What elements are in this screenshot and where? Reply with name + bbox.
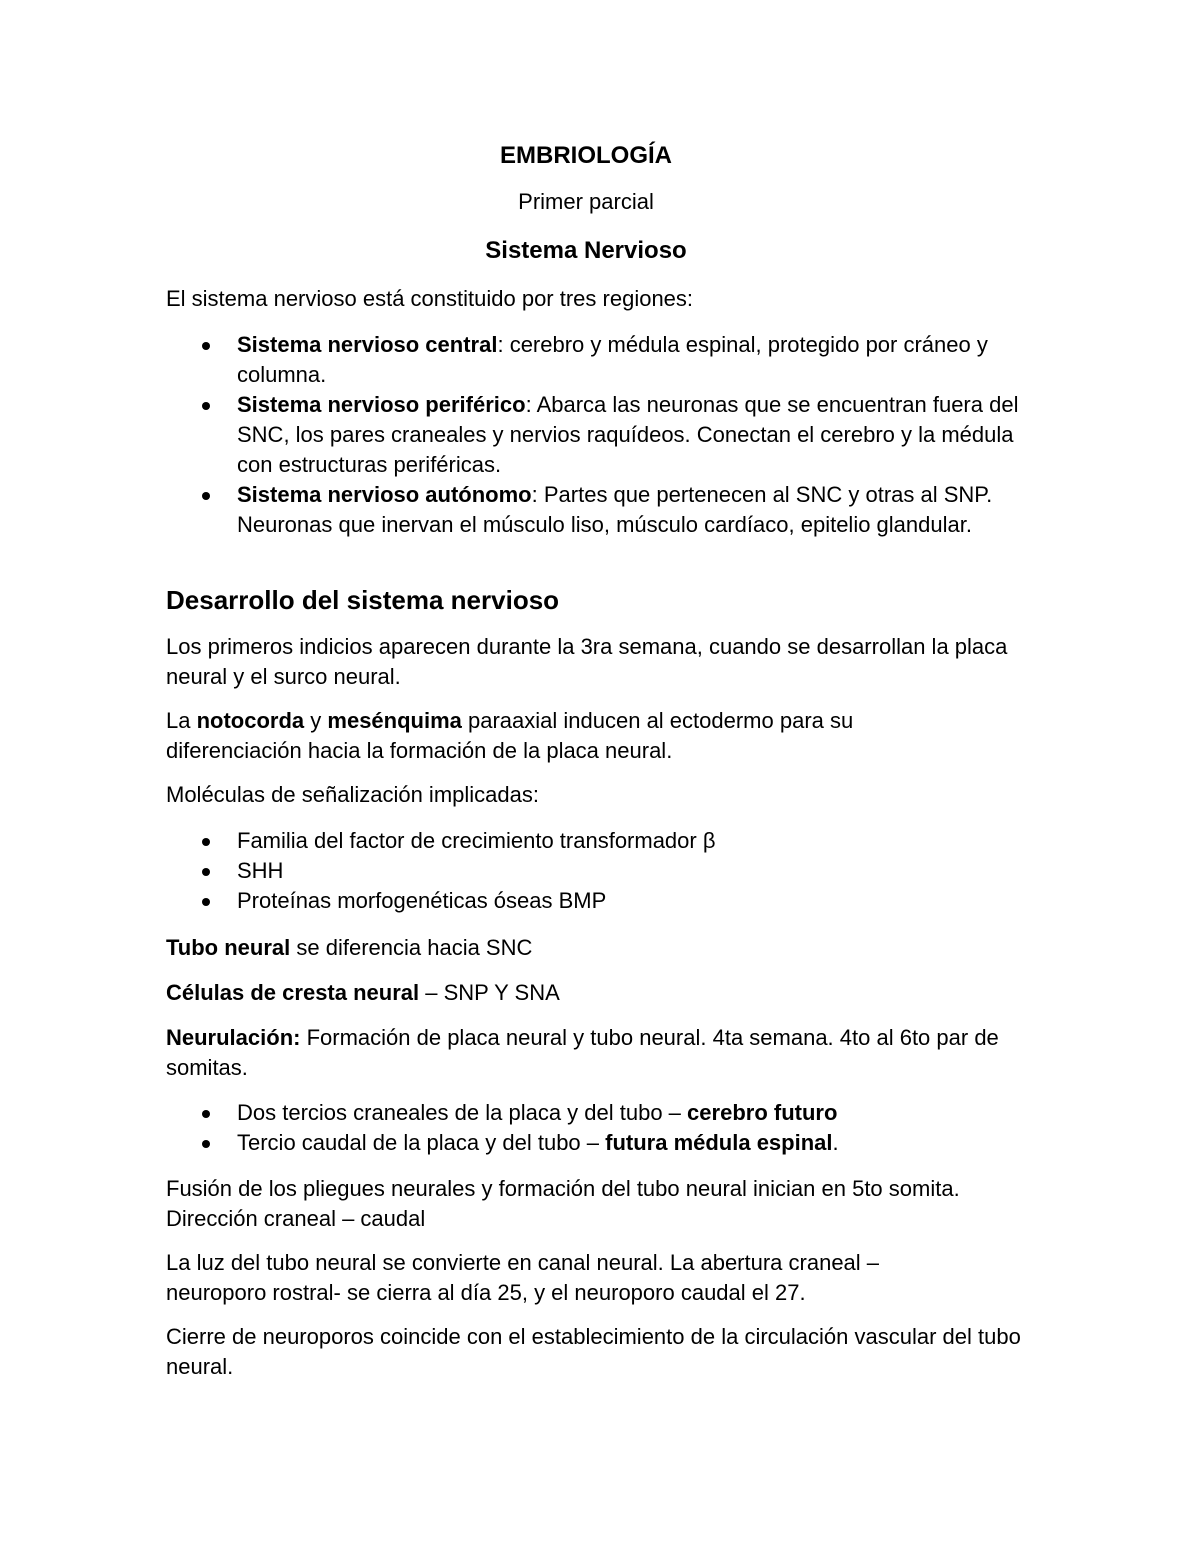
paragraph-moleculas: Moléculas de señalización implicadas: <box>166 782 539 807</box>
bullet-icon <box>202 402 210 410</box>
bullet-icon <box>202 838 210 846</box>
list-item: Dos tercios craneales de la placa y del tubo – cerebro futuro <box>166 1098 1036 1128</box>
bullet-icon <box>202 898 210 906</box>
section-heading-sistema-nervioso: Sistema Nervioso <box>485 237 687 264</box>
list-item: Sistema nervioso periférico: Abarca las neuronas que se encuentran fuera del SNC, los pares craneales y nervios raquídeos. Conectan el cerebro y la médula con estructuras periféricas. <box>166 390 1036 480</box>
list-item: Proteínas morfogenéticas óseas BMP <box>166 886 1036 916</box>
intro-paragraph: El sistema nervioso está constituido por tres regiones: <box>166 286 694 311</box>
paragraph-primeros-indicios: Los primeros indicios aparecen durante la 3ra semana, cuando se desarrollan la placa neural y el surco neural. <box>166 634 1008 689</box>
bullet-icon <box>202 868 210 876</box>
bullet-icon <box>202 492 210 500</box>
region-text: Abarca las neuronas que se encuentran fuera del SNC, los pares craneales y nervios raquídeos. Conectan el cerebro y la médula con estructuras periféricas. <box>237 392 1019 477</box>
region-term: Sistema nervioso autónomo <box>237 482 532 507</box>
region-text: cerebro y médula espinal, protegido por cráneo y columna. <box>237 332 988 387</box>
list-item: Tercio caudal de la placa y del tubo – futura médula espinal. <box>166 1128 1036 1158</box>
list-item: Sistema nervioso autónomo: Partes que pertenecen al SNC y otras al SNP. Neuronas que inervan el músculo liso, músculo cardíaco, epitelio glandular. <box>166 480 1036 540</box>
bullet-icon <box>202 1110 210 1118</box>
paragraph-cierre-neuroporos: Cierre de neuroporos coincide con el establecimiento de la circulación vascular del tubo neural. <box>166 1324 1021 1379</box>
bullet-icon <box>202 1140 210 1148</box>
section-heading-desarrollo: Desarrollo del sistema nervioso <box>166 585 560 615</box>
list-item: Familia del factor de crecimiento transformador β <box>166 826 1036 856</box>
paragraph-tubo-neural: Tubo neural se diferencia hacia SNC <box>166 935 533 960</box>
document-title: EMBRIOLOGÍA <box>500 142 672 169</box>
paragraph-notocorda: La notocorda y mesénquima paraaxial inducen al ectodermo para su diferenciación hacia la formación de la placa neural. <box>166 708 854 763</box>
list-item: SHH <box>166 856 1036 886</box>
paragraph-celulas-cresta: Células de cresta neural – SNP Y SNA <box>166 980 560 1005</box>
paragraph-fusion: Fusión de los pliegues neurales y formación del tubo neural inician en 5to somita. Dirección craneal – caudal <box>166 1176 960 1231</box>
regions-list <box>166 330 1036 540</box>
molecules-list <box>166 826 1036 916</box>
paragraph-luz-tubo: La luz del tubo neural se convierte en canal neural. La abertura craneal – neuroporo rostral- se cierra al día 25, y el neuroporo caudal el 27. <box>166 1250 880 1305</box>
region-text: Partes que pertenecen al SNC y otras al SNP. Neuronas que inervan el músculo liso, músculo cardíaco, epitelio glandular. <box>237 482 993 537</box>
region-term: Sistema nervioso central <box>237 332 498 357</box>
divisions-list <box>166 1098 1036 1158</box>
document-subtitle: Primer parcial <box>518 189 654 214</box>
bullet-icon <box>202 342 210 350</box>
list-item: Sistema nervioso central: cerebro y médula espinal, protegido por cráneo y columna. <box>166 330 1036 390</box>
region-term: Sistema nervioso periférico <box>237 392 526 417</box>
paragraph-neurulacion: Neurulación: Formación de placa neural y tubo neural. 4ta semana. 4to al 6to par de somitas. <box>166 1025 999 1080</box>
